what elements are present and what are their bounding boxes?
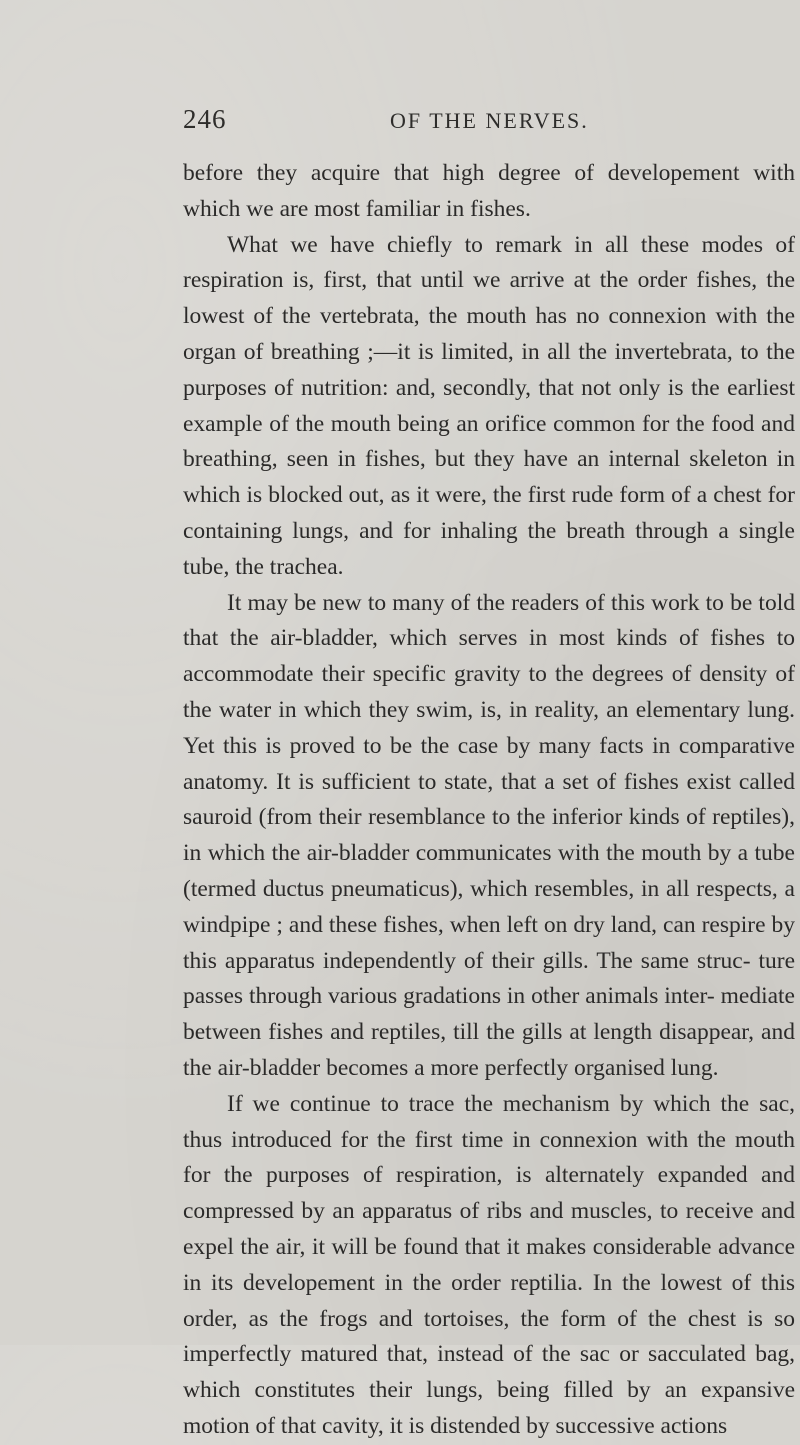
paragraph-continuation: before they acquire that high degree of developement with which we are most familiar in fishes.: [183, 160, 795, 222]
page-number: 246: [183, 104, 227, 134]
paragraph-respiration-modes: What we have chiefly to remark in all these modes of respiration is, first, that until we arrive at the order fishes, the lowest of the vertebrata, the mouth has no connexion with the organ of breathing ;—it is limited, in all the invertebrata, to the purposes of nutrition: and, secondly, that not only is the earliest example of the mouth being an orifice common for the food and breathing, seen in fishes, but they have an internal skeleton in which is blocked out, as it were, the first rude form of a chest for containing lungs, and for inhaling the breath through a single tube, the trachea.: [183, 231, 795, 580]
paragraph-reptilia: If we continue to trace the mechanism by which the sac, thus introduced for the first time in connexion with the mouth for the purposes of respiration, is alternately expanded and compressed by an apparatus of ribs and muscles, to receive and expel the air, it will be found that it makes considerable advance in its developement in the order reptilia. In the lowest of this order, as the frogs and tortoises, the form of the chest is so imperfectly matured that, instead of the sac or sacculated bag, which constitutes their lungs, being filled by an expansive motion of that cavity, it is distended by successive actions: [183, 1090, 795, 1439]
running-head: OF THE NERVES.: [390, 108, 589, 133]
paragraph-air-bladder: It may be new to many of the readers of this work to be told that the air-bladder, which serves in most kinds of fishes to accommodate their specific gravity to the degrees of density of the water in which they swim, is, in reality, an elementary lung. Yet this is proved to be the case by many facts in comparative anatomy. It is sufficient to state, that a set of fishes exist called sauroid (from their resemblance to the inferior kinds of reptiles), in which the air-bladder communicates with the mouth by a tube (termed ductus pneumaticus), which resembles, in all respects, a windpipe ; and these fishes, when left on dry land, can respire by this apparatus independently of their gills. The same struc- ture passes through various gradations in other animals inter- mediate between fishes and reptiles, till the gills at length disappear, and the air-bladder becomes a more perfectly organised lung.: [183, 589, 795, 1081]
body-text: [183, 156, 795, 1445]
page-header: [0, 104, 800, 144]
